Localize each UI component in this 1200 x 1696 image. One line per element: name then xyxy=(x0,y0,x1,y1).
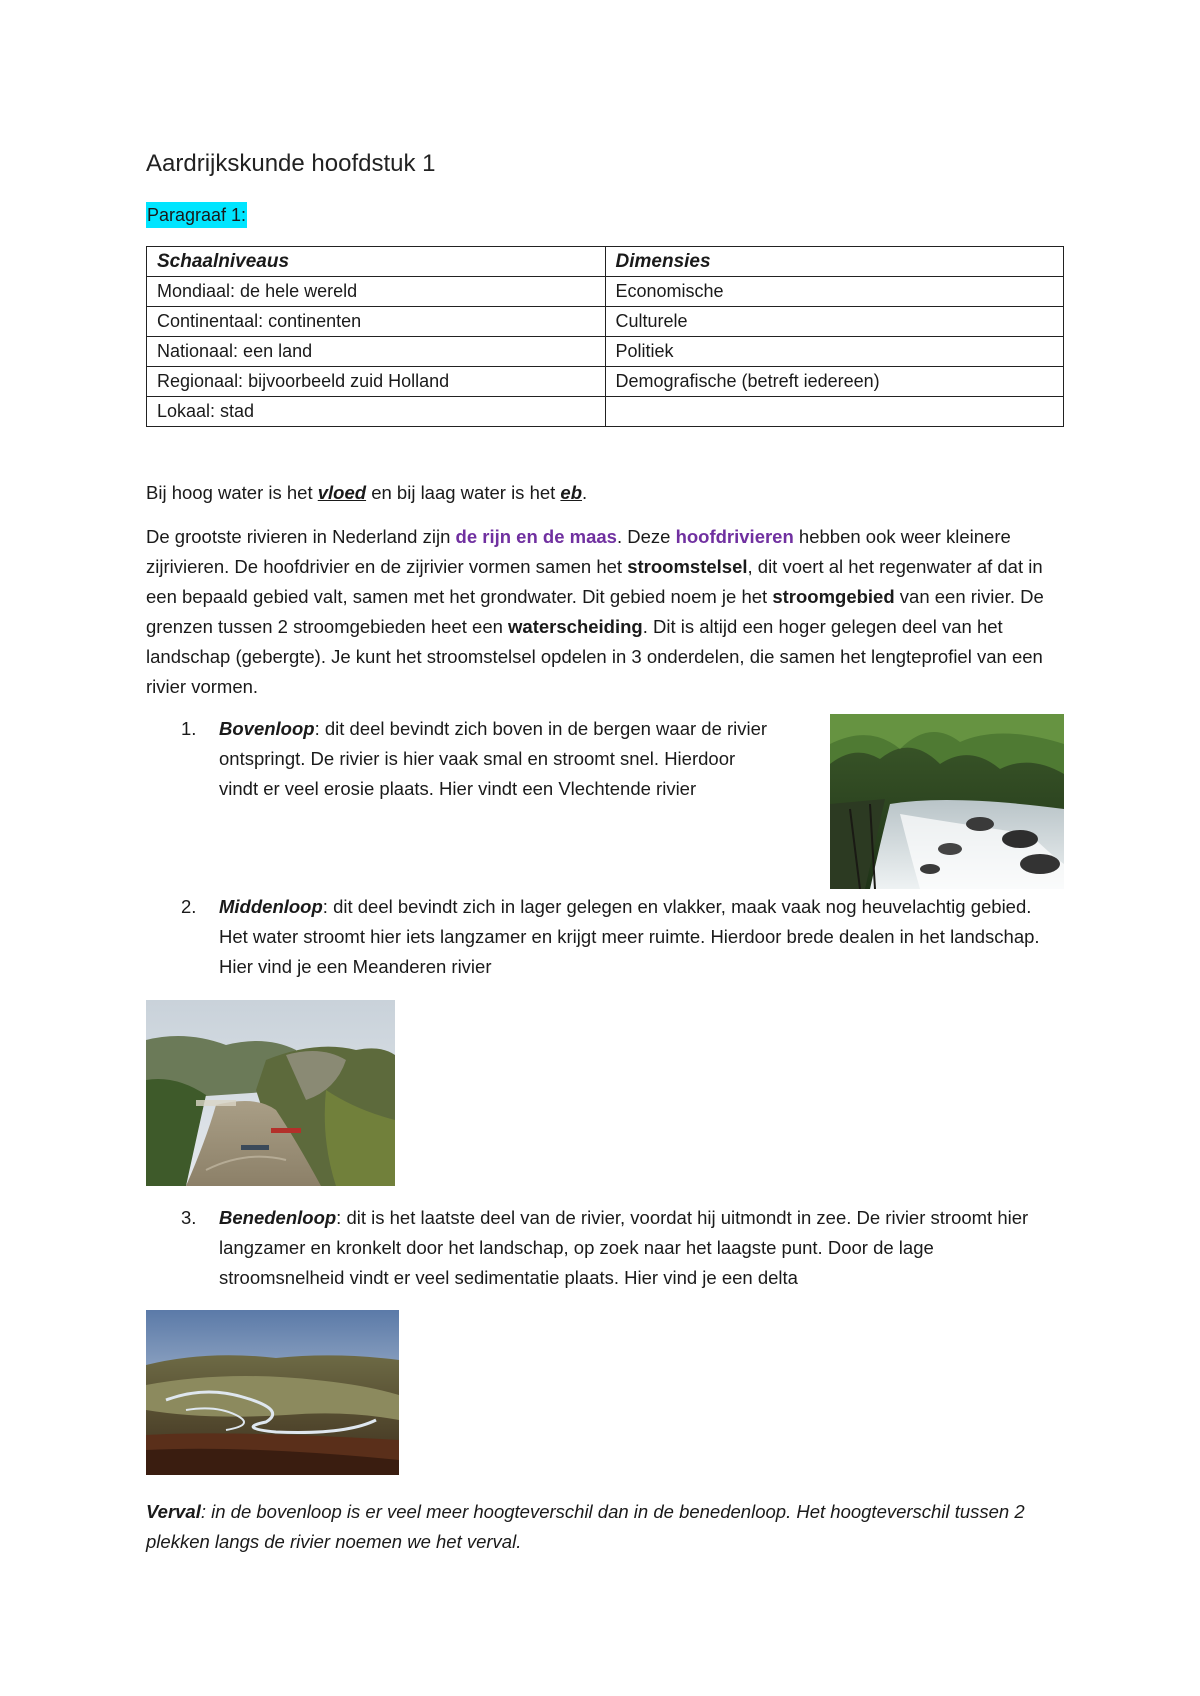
verval-text: : in de bovenloop is er veel meer hoogteverschil dan in de benedenloop. Het hoogteverschil tussen 2 plekken langs de rivier noemen we het verval. xyxy=(146,1501,1025,1552)
table-row xyxy=(147,367,1064,397)
term-stroomgebied: stroomgebied xyxy=(772,586,895,607)
meander-photo xyxy=(146,1310,399,1475)
rapids-photo xyxy=(830,714,1064,889)
term-verval: Verval xyxy=(146,1501,201,1522)
levels-dimensions-table xyxy=(146,246,1064,427)
list-item-bovenloop xyxy=(181,714,779,804)
table-cell: Lokaal: stad xyxy=(147,397,606,427)
document-title: Aardrijkskunde hoofdstuk 1 xyxy=(146,150,436,177)
table-cell xyxy=(605,397,1064,427)
list-item-text: : dit deel bevindt zich in lager gelegen en vlakker, maak vaak nog heuvelachtig gebied. Het water stroomt hier iets langzamer en krijgt meer ruimte. Hierdoor brede dealen in het landschap. Hier vind je een Meanderen rivier xyxy=(219,896,1040,977)
table-cell: Continentaal: continenten xyxy=(147,307,606,337)
table-cell: Economische xyxy=(605,277,1064,307)
table-row xyxy=(147,307,1064,337)
table-cell: Politiek xyxy=(605,337,1064,367)
table-row xyxy=(147,397,1064,427)
term-waterscheiding: waterscheiding xyxy=(508,616,643,637)
tide-text: Bij hoog water is het xyxy=(146,482,318,503)
list-item-text: : dit deel bevindt zich boven in de bergen waar de rivier ontspringt. De rivier is hier vaak smal en stroomt snel. Hierdoor vindt er veel erosie plaats. Hier vindt een Vlechtende rivier xyxy=(219,718,768,799)
term-stroomstelsel: stroomstelsel xyxy=(627,556,748,577)
column-header-schaalniveaus: Schaalniveaus xyxy=(147,247,606,277)
list-item-middenloop xyxy=(181,892,1064,982)
column-header-dimensies: Dimensies xyxy=(605,247,1064,277)
rivers-text: , dit voert al het regenwater af dat in een bepaald gebied valt, samen met het grondwater. Dit gebied noem je het xyxy=(146,556,1043,607)
table-cell: Regionaal: bijvoorbeeld zuid Holland xyxy=(147,367,606,397)
river-valley-image xyxy=(146,1000,395,1186)
tide-text: en bij laag water is het xyxy=(366,482,561,503)
term-benedenloop: Benedenloop xyxy=(219,1207,337,1228)
list-number: 3. xyxy=(181,1207,197,1228)
table-row xyxy=(147,277,1064,307)
paragraph-label: Paragraaf 1: xyxy=(146,202,247,228)
verval-paragraph xyxy=(146,1497,1064,1557)
table-cell: Nationaal: een land xyxy=(147,337,606,367)
term-rijn-maas: de rijn en de maas xyxy=(455,526,617,547)
list-item-text: : dit is het laatste deel van de rivier, voordat hij uitmondt in zee. De rivier stroomt hier langzamer en kronkelt door het landschap, op zoek naar het laagste punt. Door de lage stroomsnelheid vindt er veel sedimentatie plaats. Hier vind je een delta xyxy=(219,1207,1029,1288)
term-hoofdrivieren: hoofdrivieren xyxy=(675,526,794,547)
tide-text: . xyxy=(582,482,588,503)
table-cell: Mondiaal: de hele wereld xyxy=(147,277,606,307)
rivers-text: van een rivier. De grenzen tussen 2 stroomgebieden heet een xyxy=(146,586,1044,637)
river-valley-photo xyxy=(146,1000,395,1186)
rivers-text: . Deze xyxy=(616,526,676,547)
rivers-paragraph xyxy=(146,522,1064,702)
list-number: 1. xyxy=(181,718,197,739)
term-middenloop: Middenloop xyxy=(219,896,323,917)
table-cell: Culturele xyxy=(605,307,1064,337)
rivers-text: De grootste rivieren in Nederland zijn xyxy=(146,526,456,547)
meander-image xyxy=(146,1310,399,1475)
tide-paragraph xyxy=(146,478,1064,508)
rivers-text: . Dit is altijd een hoger gelegen deel van het landschap (gebergte). Je kunt het stroomstelsel opdelen in 3 onderdelen, die samen het lengteprofiel van een rivier vormen. xyxy=(146,616,1043,697)
list-item-benedenloop xyxy=(181,1203,1064,1293)
term-vloed: vloed xyxy=(317,482,367,503)
table-cell: Demografische (betreft iedereen) xyxy=(605,367,1064,397)
table-row xyxy=(147,337,1064,367)
rapids-image xyxy=(830,714,1064,889)
term-bovenloop: Bovenloop xyxy=(219,718,315,739)
rivers-text: hebben ook weer kleinere zijrivieren. De hoofdrivier en de zijrivier vormen samen het xyxy=(146,526,1011,577)
table-header-row xyxy=(147,247,1064,277)
term-eb: eb xyxy=(560,482,583,503)
list-number: 2. xyxy=(181,896,197,917)
